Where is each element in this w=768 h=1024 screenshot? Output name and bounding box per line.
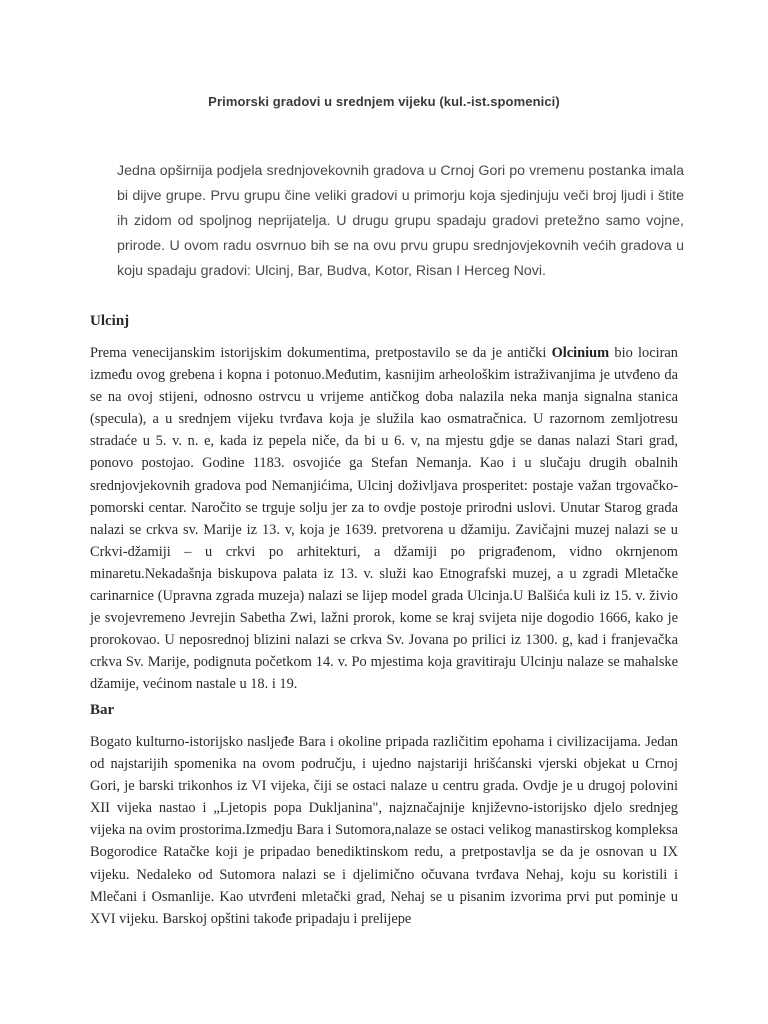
section-paragraph-bar: Bogato kulturno-istorijsko nasljeđe Bara i okoline pripada različitim epohama i civilizacijama. Jedan od najstarijih spomenika na ovom području, i ujedno najstariji hrišćanski vjerski objekat u Crnoj Gori, je barski trikonhos iz VI vijeka, čiji se ostaci nalaze u centru grada. Ovdje je u drugoj polovini XII vijeka nastao i „Ljetopis popa Dukljanina", najznačajnije književno-istorijsko djelo srednjeg vijeka na ovim prostorima.Izmedju Bara i Sutomora,nalaze se ostaci velikog manastirskog kompleksa Bogorodice Ratačke koji je pripadao benediktinskom redu, a pretpostavlja se da je osnovan u IX vijeku. Nedaleko od Sutomora nalazi se i djelimično očuvana tvrđava Nehaj, koju su koristili i Mlečani i Osmanlije. Kao utvrđeni mletački grad, Nehaj se u pisanim izvorima prvi put pominje u XVI vijeku. Barskoj opštini takođe pripadaju i prelijepe: [90, 734, 678, 927]
paragraph-text-before: Prema venecijanskim istorijskim dokumentima, pretpostavilo se da je antički: [90, 345, 552, 361]
paragraph-text-after: bio lociran između ovog grebena i kopna i potonuo.Međutim, kasnijim arheološkim istraživanjima je utvđeno da se na ovoj stijeni, odnosno ostrvcu u vrijeme antičkog doba nalazila neka manja signalna stanica (specula), a u srednjem vijeku tvrđava koja je služila kao osmatračnica. U razornom zemljotresu stradaće u 5. v. n. e, kada iz pepela niče, da bi u 6. v, na mjestu gdje se danas nalazi Stari grad, ponovo postojao. Godine 1183. osvojiće ga Stefan Nemanja. Kao i u slučaju drugih obalnih srednjovjekovnih gradova pod Nemanjićima, Ulcinj doživljava prosperitet: postaje važan trgovačko-pomorski centar. Naročito se trguje solju jer za to ovdje postoje prirodni uslovi. Unutar Starog grada nalazi se crkva sv. Marije iz 13. v, koja je 1639. pretvorena u džamiju. Zavičajni muzej nalazi se u Crkvi-džamiji – u crkvi po arhitekturi, a džamiji po prigrađenom, vidno okrnjenom minaretu.Nekadašnja biskupova palata iz 13. v. služi kao Etnografski muzej, a u zgradi Mletačke carinarnice (Upravna zgrada muzeja) nalazi se lijep model grada Ulcinja.U Balšića kuli iz 15. v. živio je svojevremeno Jevrejin Sabetha Zwi, lažni prorok, kome se kraj svijeta nije dogodio 1666, kako je prorokovao. U neposrednoj blizini nalazi se crkva Sv. Jovana po prilici iz 1300. g, kad i franjevačka crkva Sv. Marije, podignuta početkom 14. v. Po mjestima koja gravitiraju Ulcinju nalaze se mahalske džamije, većinom nastale u 18. i 19.: [90, 345, 678, 693]
bold-term-olcinium: Olcinium: [551, 345, 610, 361]
section-heading-bar: Bar: [90, 702, 115, 718]
intro-paragraph: Jedna opširnija podjela srednjovekovnih gradova u Crnoj Gori po vremenu postanka imala bi dijve grupe. Prvu grupu čine veliki gradovi u primorju koja sjedinjuju veči broj ljudi i štite ih zidom od spoljnog neprijatelja. U drugu grupu spadaju gradovi pretežno samo vojne, prirode. U ovom radu osvrnuo bih se na ovu prvu grupu srednjovjekovnih većih gradova u koju spadaju gradovi: Ulcinj, Bar, Budva, Kotor, Risan I Herceg Novi.: [117, 163, 684, 279]
section-paragraph-ulcinj: [90, 342, 678, 696]
document-title: Primorski gradovi u srednjem vijeku (kul.-ist.spomenici): [208, 94, 560, 109]
section-heading-ulcinj: Ulcinj: [90, 313, 130, 329]
